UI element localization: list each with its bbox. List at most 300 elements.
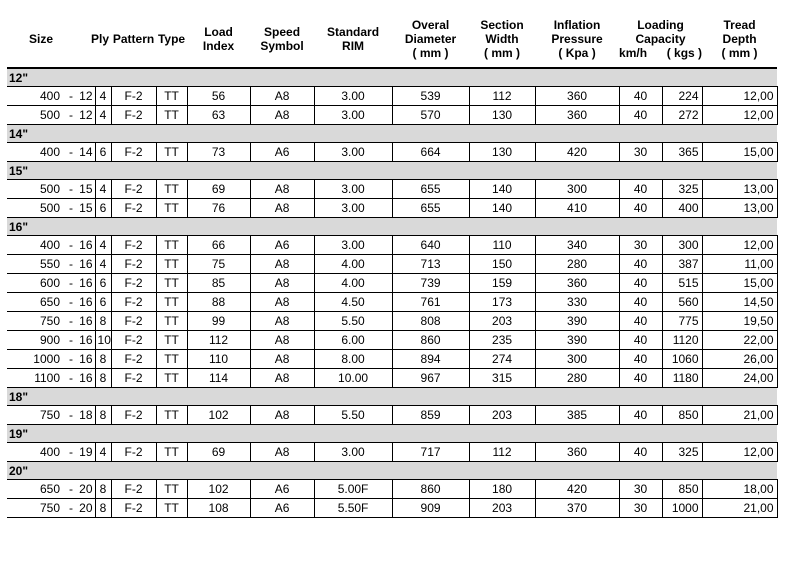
table-row	[7, 274, 777, 293]
tread-depth-cell: 13,00	[702, 199, 777, 218]
rim-size-group-label: 20"	[7, 462, 777, 480]
speed-kmh-cell: 30	[619, 499, 662, 518]
ply-cell: 4	[95, 180, 111, 199]
table-row	[7, 369, 777, 388]
dash-cell: -	[64, 443, 75, 462]
diameter-cell: 655	[392, 199, 469, 218]
pattern-cell: F-2	[111, 180, 156, 199]
pattern-cell: F-2	[111, 106, 156, 125]
pattern-cell: F-2	[111, 480, 156, 499]
load-index-cell: 63	[187, 106, 250, 125]
rim-size-group-label: 19"	[7, 425, 777, 443]
speed-symbol-cell: A8	[250, 106, 314, 125]
pattern-cell: F-2	[111, 143, 156, 162]
speed-symbol-cell: A6	[250, 480, 314, 499]
tread-depth-cell: 18,00	[702, 480, 777, 499]
standard-rim-cell: 4.00	[314, 274, 392, 293]
header-pattern: Pattern	[111, 10, 156, 68]
section-width-cell: 315	[469, 369, 535, 388]
speed-kmh-cell: 40	[619, 350, 662, 369]
dash-cell: -	[64, 293, 75, 312]
inflation-pressure-cell: 280	[535, 369, 619, 388]
ply-cell: 4	[95, 236, 111, 255]
diameter-cell: 860	[392, 331, 469, 350]
inflation-pressure-cell: 385	[535, 406, 619, 425]
pattern-cell: F-2	[111, 87, 156, 106]
rim-inch-cell: 12	[75, 106, 95, 125]
load-index-cell: 56	[187, 87, 250, 106]
section-width-cell: 159	[469, 274, 535, 293]
standard-rim-cell: 3.00	[314, 199, 392, 218]
speed-symbol-cell: A8	[250, 274, 314, 293]
rim-inch-cell: 18	[75, 406, 95, 425]
speed-kmh-cell: 40	[619, 87, 662, 106]
type-cell: TT	[156, 499, 187, 518]
ply-cell: 6	[95, 274, 111, 293]
size-cell: 650	[7, 293, 64, 312]
tread-depth-cell: 11,00	[702, 255, 777, 274]
type-cell: TT	[156, 350, 187, 369]
load-index-cell: 75	[187, 255, 250, 274]
size-cell: 500	[7, 180, 64, 199]
pattern-cell: F-2	[111, 236, 156, 255]
diameter-cell: 655	[392, 180, 469, 199]
ply-cell: 4	[95, 443, 111, 462]
dash-cell: -	[64, 312, 75, 331]
tread-depth-cell: 15,00	[702, 274, 777, 293]
group-header-row	[7, 125, 777, 143]
standard-rim-cell: 6.00	[314, 331, 392, 350]
load-index-cell: 73	[187, 143, 250, 162]
dash-cell: -	[64, 199, 75, 218]
speed-kmh-cell: 30	[619, 236, 662, 255]
speed-kmh-cell: 40	[619, 293, 662, 312]
section-width-cell: 112	[469, 443, 535, 462]
tread-depth-cell: 24,00	[702, 369, 777, 388]
capacity-kgs-cell: 1120	[662, 331, 702, 350]
section-width-cell: 130	[469, 143, 535, 162]
ply-cell: 4	[95, 87, 111, 106]
speed-symbol-cell: A8	[250, 255, 314, 274]
table-row	[7, 443, 777, 462]
speed-kmh-cell: 30	[619, 143, 662, 162]
dash-cell: -	[64, 406, 75, 425]
tread-depth-cell: 12,00	[702, 443, 777, 462]
header-type: Type	[156, 10, 187, 68]
inflation-pressure-cell: 360	[535, 106, 619, 125]
capacity-kgs-cell: 560	[662, 293, 702, 312]
diameter-cell: 570	[392, 106, 469, 125]
rim-inch-cell: 16	[75, 369, 95, 388]
standard-rim-cell: 3.00	[314, 236, 392, 255]
speed-symbol-cell: A8	[250, 199, 314, 218]
speed-kmh-cell: 40	[619, 180, 662, 199]
header-loading-capacity: Loading Capacity km/h ( kgs )	[619, 10, 702, 68]
capacity-kgs-cell: 850	[662, 406, 702, 425]
speed-symbol-cell: A8	[250, 369, 314, 388]
load-index-cell: 99	[187, 312, 250, 331]
tread-depth-cell: 14,50	[702, 293, 777, 312]
dash-cell: -	[64, 255, 75, 274]
tread-depth-cell: 19,50	[702, 312, 777, 331]
diameter-cell: 859	[392, 406, 469, 425]
rim-inch-cell: 15	[75, 180, 95, 199]
inflation-pressure-cell: 360	[535, 443, 619, 462]
load-index-cell: 114	[187, 369, 250, 388]
load-index-cell: 88	[187, 293, 250, 312]
dash-cell: -	[64, 87, 75, 106]
size-cell: 650	[7, 480, 64, 499]
table-row	[7, 331, 777, 350]
ply-cell: 4	[95, 106, 111, 125]
type-cell: TT	[156, 143, 187, 162]
inflation-pressure-cell: 360	[535, 87, 619, 106]
rim-inch-cell: 19	[75, 443, 95, 462]
inflation-pressure-cell: 420	[535, 480, 619, 499]
pattern-cell: F-2	[111, 199, 156, 218]
speed-kmh-cell: 40	[619, 312, 662, 331]
inflation-pressure-cell: 410	[535, 199, 619, 218]
header-ply: Ply	[75, 10, 111, 68]
inflation-pressure-cell: 330	[535, 293, 619, 312]
type-cell: TT	[156, 480, 187, 499]
size-cell: 1100	[7, 369, 64, 388]
speed-symbol-cell: A6	[250, 499, 314, 518]
diameter-cell: 761	[392, 293, 469, 312]
standard-rim-cell: 3.00	[314, 143, 392, 162]
load-index-cell: 85	[187, 274, 250, 293]
tire-spec-sheet	[7, 10, 777, 518]
size-cell: 500	[7, 199, 64, 218]
pattern-cell: F-2	[111, 350, 156, 369]
ply-cell: 6	[95, 199, 111, 218]
tire-spec-table	[7, 10, 778, 518]
standard-rim-cell: 10.00	[314, 369, 392, 388]
tread-depth-cell: 13,00	[702, 180, 777, 199]
rim-inch-cell: 16	[75, 293, 95, 312]
speed-kmh-cell: 40	[619, 255, 662, 274]
tread-depth-cell: 26,00	[702, 350, 777, 369]
load-index-cell: 76	[187, 199, 250, 218]
load-index-cell: 102	[187, 480, 250, 499]
diameter-cell: 539	[392, 87, 469, 106]
size-cell: 900	[7, 331, 64, 350]
type-cell: TT	[156, 293, 187, 312]
diameter-cell: 717	[392, 443, 469, 462]
capacity-kgs-cell: 300	[662, 236, 702, 255]
speed-symbol-cell: A8	[250, 406, 314, 425]
capacity-kgs-cell: 325	[662, 180, 702, 199]
speed-kmh-cell: 40	[619, 274, 662, 293]
header-tread-depth: Tread Depth ( mm )	[702, 10, 777, 68]
load-index-cell: 102	[187, 406, 250, 425]
table-header	[7, 10, 777, 68]
section-width-cell: 140	[469, 199, 535, 218]
inflation-pressure-cell: 300	[535, 180, 619, 199]
type-cell: TT	[156, 312, 187, 331]
load-index-cell: 110	[187, 350, 250, 369]
rim-size-group-label: 16"	[7, 218, 777, 236]
type-cell: TT	[156, 106, 187, 125]
section-width-cell: 203	[469, 499, 535, 518]
header-loading-kgs: ( kgs )	[666, 45, 703, 60]
capacity-kgs-cell: 365	[662, 143, 702, 162]
rim-inch-cell: 12	[75, 87, 95, 106]
standard-rim-cell: 3.00	[314, 180, 392, 199]
dash-cell: -	[64, 180, 75, 199]
load-index-cell: 112	[187, 331, 250, 350]
pattern-cell: F-2	[111, 312, 156, 331]
type-cell: TT	[156, 274, 187, 293]
capacity-kgs-cell: 224	[662, 87, 702, 106]
table-row	[7, 236, 777, 255]
size-cell: 500	[7, 106, 64, 125]
section-width-cell: 180	[469, 480, 535, 499]
ply-cell: 8	[95, 499, 111, 518]
group-header-row	[7, 425, 777, 443]
pattern-cell: F-2	[111, 255, 156, 274]
type-cell: TT	[156, 180, 187, 199]
table-row	[7, 106, 777, 125]
inflation-pressure-cell: 300	[535, 350, 619, 369]
load-index-cell: 108	[187, 499, 250, 518]
size-cell: 750	[7, 312, 64, 331]
table-row	[7, 350, 777, 369]
diameter-cell: 860	[392, 480, 469, 499]
standard-rim-cell: 8.00	[314, 350, 392, 369]
rim-size-group-label: 14"	[7, 125, 777, 143]
load-index-cell: 69	[187, 443, 250, 462]
type-cell: TT	[156, 255, 187, 274]
ply-cell: 8	[95, 350, 111, 369]
section-width-cell: 110	[469, 236, 535, 255]
tread-depth-cell: 22,00	[702, 331, 777, 350]
header-overal-diameter: Overal Diameter ( mm )	[392, 10, 469, 68]
diameter-cell: 640	[392, 236, 469, 255]
dash-cell: -	[64, 499, 75, 518]
size-cell: 400	[7, 443, 64, 462]
type-cell: TT	[156, 87, 187, 106]
size-cell: 750	[7, 499, 64, 518]
speed-symbol-cell: A8	[250, 350, 314, 369]
table-row	[7, 293, 777, 312]
table-row	[7, 312, 777, 331]
inflation-pressure-cell: 390	[535, 331, 619, 350]
tread-depth-cell: 12,00	[702, 106, 777, 125]
speed-kmh-cell: 40	[619, 369, 662, 388]
diameter-cell: 967	[392, 369, 469, 388]
inflation-pressure-cell: 420	[535, 143, 619, 162]
inflation-pressure-cell: 280	[535, 255, 619, 274]
dash-cell: -	[64, 480, 75, 499]
header-load-index: Load Index	[187, 10, 250, 68]
table-row	[7, 87, 777, 106]
size-cell: 400	[7, 87, 64, 106]
pattern-cell: F-2	[111, 274, 156, 293]
rim-inch-cell: 16	[75, 312, 95, 331]
load-index-cell: 69	[187, 180, 250, 199]
header-inflation-pressure: Inflation Pressure ( Kpa )	[535, 10, 619, 68]
size-cell: 750	[7, 406, 64, 425]
speed-kmh-cell: 40	[619, 199, 662, 218]
header-standard-rim: Standard RIM	[314, 10, 392, 68]
dash-cell: -	[64, 331, 75, 350]
rim-inch-cell: 16	[75, 350, 95, 369]
diameter-cell: 664	[392, 143, 469, 162]
speed-symbol-cell: A8	[250, 312, 314, 331]
standard-rim-cell: 5.50	[314, 406, 392, 425]
table-row	[7, 199, 777, 218]
table-row	[7, 406, 777, 425]
capacity-kgs-cell: 387	[662, 255, 702, 274]
table-row	[7, 480, 777, 499]
ply-cell: 8	[95, 369, 111, 388]
size-cell: 400	[7, 236, 64, 255]
capacity-kgs-cell: 1000	[662, 499, 702, 518]
section-width-cell: 203	[469, 406, 535, 425]
section-width-cell: 173	[469, 293, 535, 312]
speed-symbol-cell: A6	[250, 236, 314, 255]
group-header-row	[7, 218, 777, 236]
rim-inch-cell: 16	[75, 236, 95, 255]
standard-rim-cell: 4.50	[314, 293, 392, 312]
tread-depth-cell: 21,00	[702, 499, 777, 518]
ply-cell: 4	[95, 255, 111, 274]
header-section-width: Section Width ( mm )	[469, 10, 535, 68]
inflation-pressure-cell: 360	[535, 274, 619, 293]
speed-symbol-cell: A8	[250, 331, 314, 350]
tread-depth-cell: 12,00	[702, 87, 777, 106]
table-row	[7, 255, 777, 274]
diameter-cell: 909	[392, 499, 469, 518]
header-loading-kmh: km/h	[619, 45, 648, 60]
capacity-kgs-cell: 325	[662, 443, 702, 462]
size-cell: 550	[7, 255, 64, 274]
pattern-cell: F-2	[111, 443, 156, 462]
size-cell: 600	[7, 274, 64, 293]
rim-inch-cell: 16	[75, 274, 95, 293]
type-cell: TT	[156, 199, 187, 218]
capacity-kgs-cell: 515	[662, 274, 702, 293]
speed-kmh-cell: 30	[619, 480, 662, 499]
inflation-pressure-cell: 390	[535, 312, 619, 331]
ply-cell: 8	[95, 406, 111, 425]
rim-inch-cell: 15	[75, 199, 95, 218]
rim-size-group-label: 12"	[7, 68, 777, 87]
diameter-cell: 808	[392, 312, 469, 331]
group-header-row	[7, 462, 777, 480]
standard-rim-cell: 4.00	[314, 255, 392, 274]
section-width-cell: 150	[469, 255, 535, 274]
speed-kmh-cell: 40	[619, 331, 662, 350]
rim-inch-cell: 14	[75, 143, 95, 162]
diameter-cell: 713	[392, 255, 469, 274]
dash-cell: -	[64, 274, 75, 293]
speed-symbol-cell: A6	[250, 143, 314, 162]
diameter-cell: 739	[392, 274, 469, 293]
dash-cell: -	[64, 236, 75, 255]
dash-cell: -	[64, 350, 75, 369]
ply-cell: 10	[95, 331, 111, 350]
group-header-row	[7, 162, 777, 180]
capacity-kgs-cell: 1180	[662, 369, 702, 388]
standard-rim-cell: 3.00	[314, 87, 392, 106]
table-body	[7, 68, 777, 518]
speed-symbol-cell: A8	[250, 443, 314, 462]
tread-depth-cell: 12,00	[702, 236, 777, 255]
table-row	[7, 143, 777, 162]
header-speed-symbol: Speed Symbol	[250, 10, 314, 68]
dash-cell: -	[64, 143, 75, 162]
dash-cell: -	[64, 106, 75, 125]
pattern-cell: F-2	[111, 406, 156, 425]
load-index-cell: 66	[187, 236, 250, 255]
standard-rim-cell: 3.00	[314, 443, 392, 462]
capacity-kgs-cell: 1060	[662, 350, 702, 369]
capacity-kgs-cell: 272	[662, 106, 702, 125]
rim-size-group-label: 18"	[7, 388, 777, 406]
rim-inch-cell: 20	[75, 499, 95, 518]
pattern-cell: F-2	[111, 499, 156, 518]
speed-symbol-cell: A8	[250, 180, 314, 199]
standard-rim-cell: 5.50	[314, 312, 392, 331]
table-row	[7, 499, 777, 518]
section-width-cell: 235	[469, 331, 535, 350]
pattern-cell: F-2	[111, 331, 156, 350]
pattern-cell: F-2	[111, 293, 156, 312]
dash-cell: -	[64, 369, 75, 388]
table-row	[7, 180, 777, 199]
capacity-kgs-cell: 400	[662, 199, 702, 218]
diameter-cell: 894	[392, 350, 469, 369]
inflation-pressure-cell: 370	[535, 499, 619, 518]
capacity-kgs-cell: 850	[662, 480, 702, 499]
inflation-pressure-cell: 340	[535, 236, 619, 255]
rim-inch-cell: 16	[75, 255, 95, 274]
standard-rim-cell: 5.00F	[314, 480, 392, 499]
type-cell: TT	[156, 331, 187, 350]
speed-symbol-cell: A8	[250, 87, 314, 106]
rim-inch-cell: 20	[75, 480, 95, 499]
standard-rim-cell: 3.00	[314, 106, 392, 125]
speed-kmh-cell: 40	[619, 443, 662, 462]
type-cell: TT	[156, 406, 187, 425]
section-width-cell: 130	[469, 106, 535, 125]
rim-inch-cell: 16	[75, 331, 95, 350]
section-width-cell: 203	[469, 312, 535, 331]
tread-depth-cell: 15,00	[702, 143, 777, 162]
group-header-row	[7, 68, 777, 87]
group-header-row	[7, 388, 777, 406]
pattern-cell: F-2	[111, 369, 156, 388]
capacity-kgs-cell: 775	[662, 312, 702, 331]
header-size: Size	[7, 10, 75, 68]
speed-symbol-cell: A8	[250, 293, 314, 312]
standard-rim-cell: 5.50F	[314, 499, 392, 518]
ply-cell: 8	[95, 480, 111, 499]
tread-depth-cell: 21,00	[702, 406, 777, 425]
type-cell: TT	[156, 443, 187, 462]
ply-cell: 6	[95, 293, 111, 312]
rim-size-group-label: 15"	[7, 162, 777, 180]
type-cell: TT	[156, 369, 187, 388]
ply-cell: 6	[95, 143, 111, 162]
section-width-cell: 112	[469, 87, 535, 106]
section-width-cell: 140	[469, 180, 535, 199]
section-width-cell: 274	[469, 350, 535, 369]
size-cell: 1000	[7, 350, 64, 369]
speed-kmh-cell: 40	[619, 106, 662, 125]
